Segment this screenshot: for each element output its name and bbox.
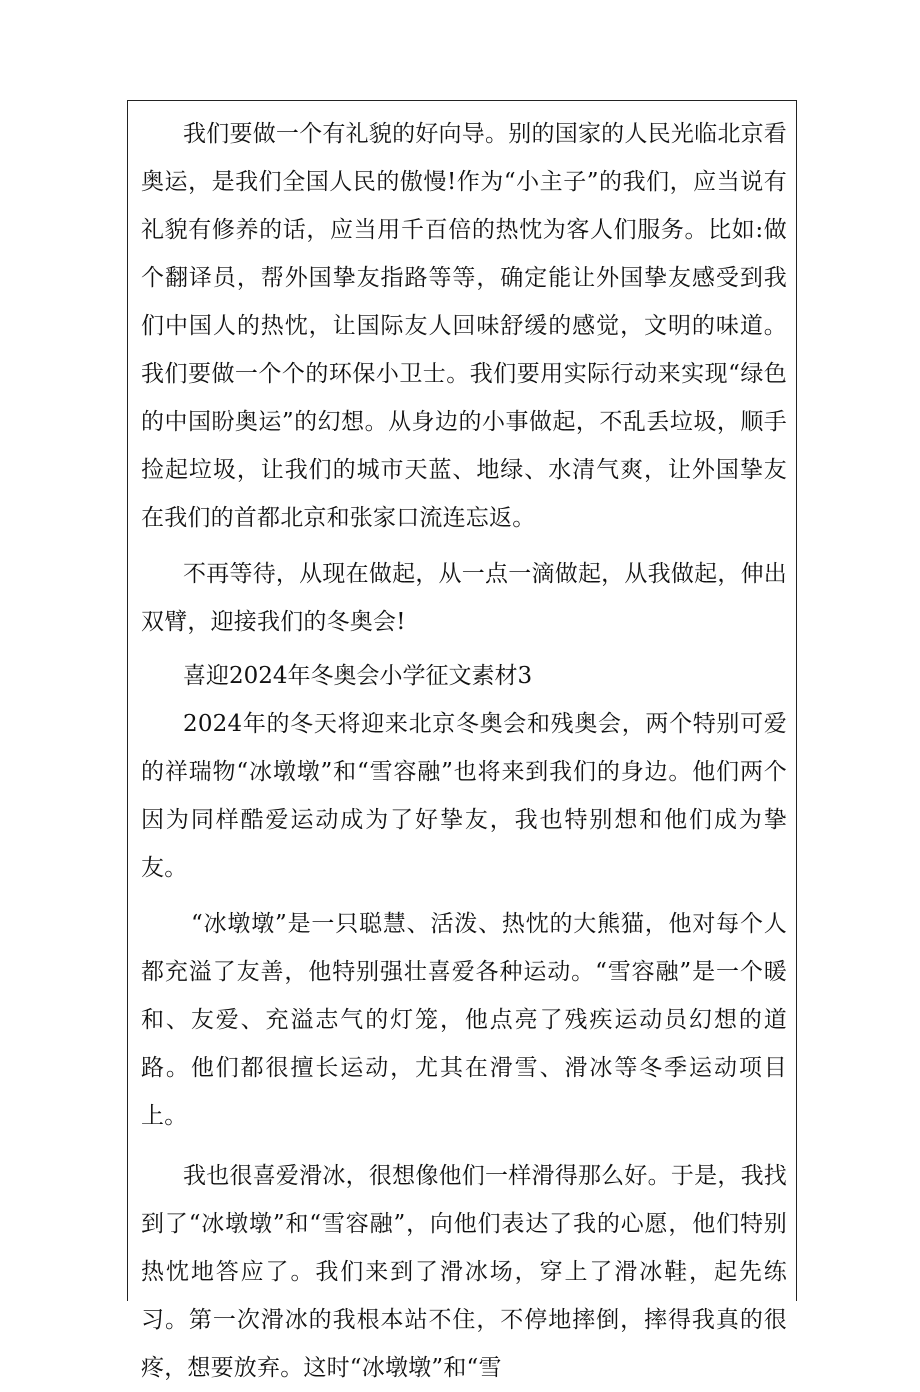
- paragraph-mascots-description: “冰墩墩”是一只聪慧、活泼、热忱的大熊猫，他对每个人都充溢了友善，他特别强壮喜爱各种运动。“雪容融”是一个暖和、友爱、充溢志气的灯笼，他点亮了残疾运动员幻想的道路。他们都很擅长运动，尤其在滑雪、滑冰等冬季运动项目上。: [141, 911, 787, 1129]
- paragraph-mascots-intro: 2024年的冬天将迎来北京冬奥会和残奥会，两个特别可爱的祥瑞物“冰墩墩”和“雪容融”也将来到我们的身边。他们两个因为同样酷爱运动成为了好挚友，我也特别想和他们成为挚友。: [141, 711, 787, 881]
- paragraph-polite-guide: 我们要做一个有礼貌的好向导。别的国家的人民光临北京看奥运，是我们全国人民的傲慢!作为“小主子”的我们，应当说有礼貌有修养的话，应当用千百倍的热忱为客人们服务。比如:做个翻译员，帮外国挚友指路等等，确定能让外国挚友感受到我们中国人的热忱，让国际友人回味舒缓的感觉，文明的味道。我们要做一个个的环保小卫士。我们要用实际行动来实现“绿色的中国盼奥运”的幻想。从身边的小事做起，不乱丢垃圾，顺手捡起垃圾，让我们的城市天蓝、地绿、水清气爽，让外国挚友在我们的首都北京和张家口流连忘返。: [141, 121, 787, 531]
- essay-title: 喜迎2024年冬奥会小学征文素材3: [183, 663, 533, 689]
- paragraph-skating-story: 我也很喜爱滑冰，很想像他们一样滑得那么好。于是，我找到了“冰墩墩”和“雪容融”，向他们表达了我的心愿，他们特别热忱地答应了。我们来到了滑冰场，穿上了滑冰鞋，起先练习。第一次滑冰的我根本站不住，不停地摔倒，摔得我真的很疼，想要放弃。这时“冰墩墩”和“雪: [141, 1163, 787, 1381]
- document-body: [141, 110, 787, 1392]
- paragraph-welcome-olympics: 不再等待，从现在做起，从一点一滴做起，从我做起，伸出双臂，迎接我们的冬奥会!: [141, 561, 787, 635]
